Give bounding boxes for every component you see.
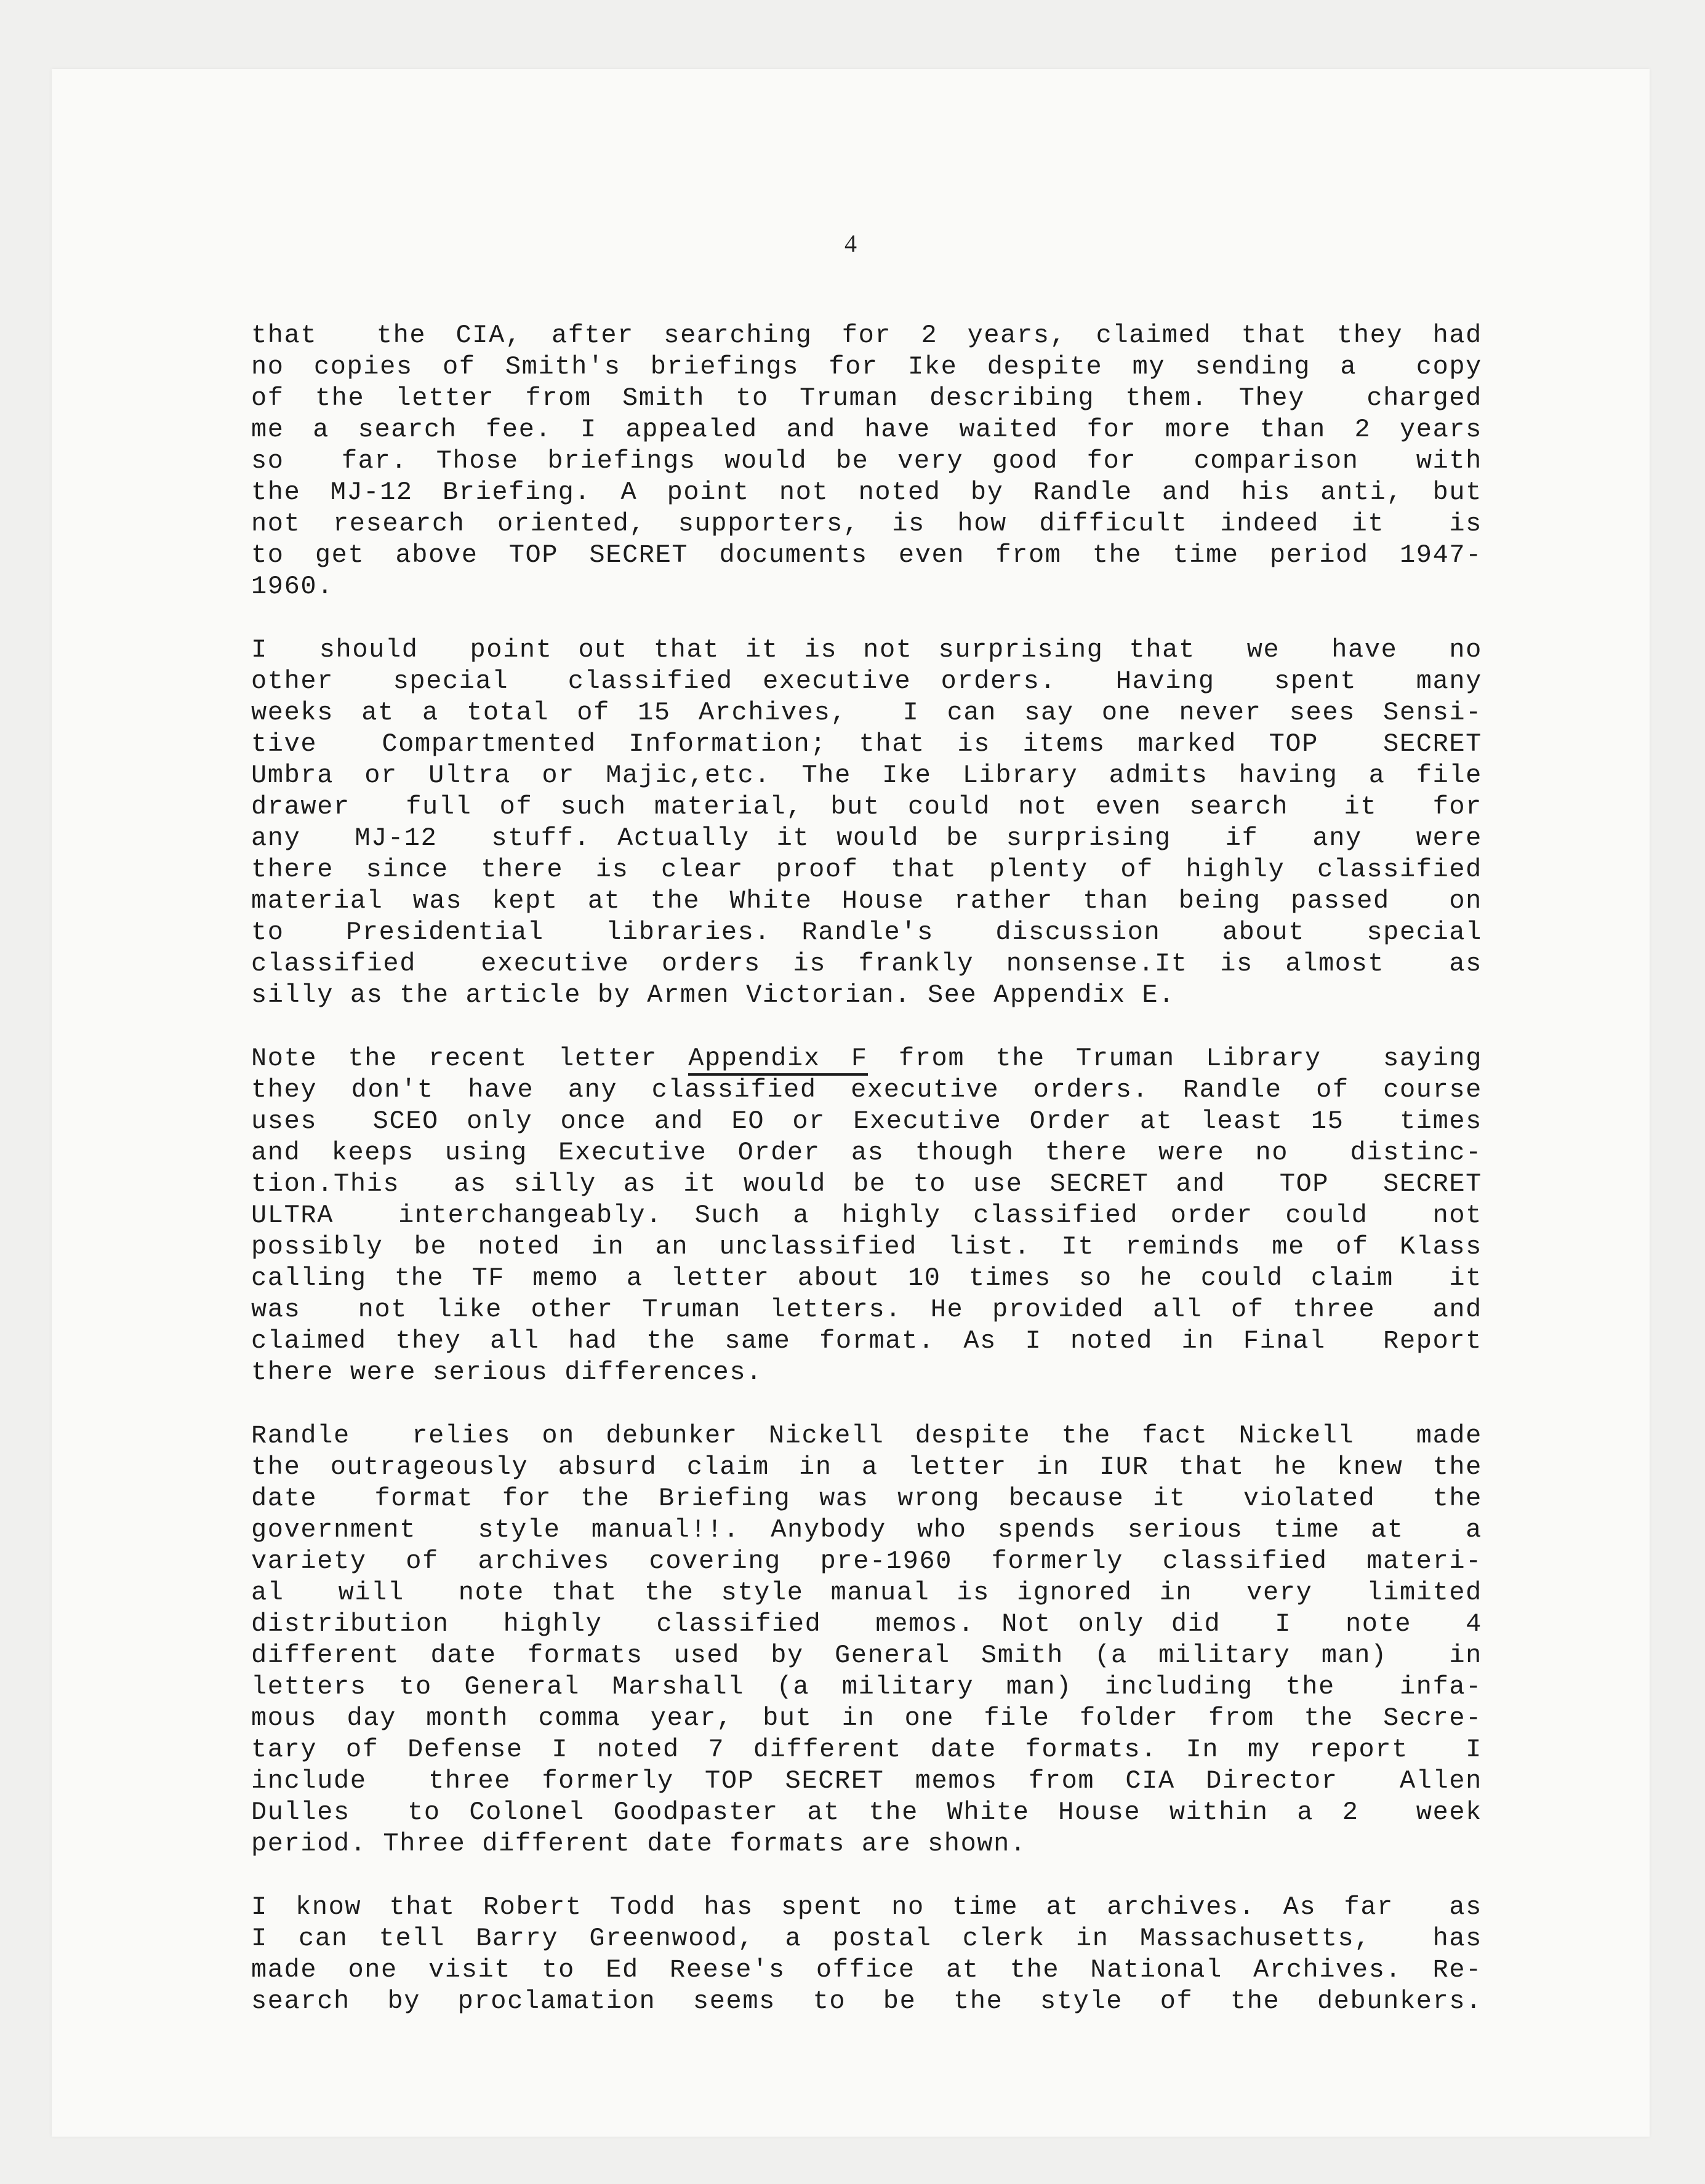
paragraph-5 xyxy=(251,1892,1482,2017)
text-line: search by proclamation seems to be the style of the debunkers. xyxy=(251,1986,1482,2016)
text-line: possibly be noted in an unclassified list. It reminds me of Klass xyxy=(251,1232,1482,1262)
text-line: uses SCEO only once and EO or Executive Order at least 15 times xyxy=(251,1106,1482,1136)
text-line: material was kept at the White House rather than being passed on xyxy=(251,886,1482,916)
text-line: I can tell Barry Greenwood, a postal clerk in Massachusetts, has xyxy=(251,1924,1482,1953)
text-line: to get above TOP SECRET documents even from the time period 1947- xyxy=(251,540,1482,570)
text-line: that the CIA, after searching for 2 years, claimed that they had xyxy=(251,321,1482,350)
text-line: the outrageously absurd claim in a letter in IUR that he knew the xyxy=(251,1452,1482,1482)
paragraph-4 xyxy=(251,1420,1482,1860)
text-line: Umbra or Ultra or Majic,etc. The Ike Library admits having a file xyxy=(251,761,1482,790)
text-line: me a search fee. I appealed and have waited for more than 2 years xyxy=(251,415,1482,444)
text-line: I know that Robert Todd has spent no time at archives. As far as xyxy=(251,1892,1482,1922)
text-line: silly as the article by Armen Victorian. See Appendix E. xyxy=(251,980,1176,1010)
page-number: 4 xyxy=(844,230,857,257)
text-line: not research oriented, supporters, is how difficult indeed it is xyxy=(251,509,1482,538)
text-line: and keeps using Executive Order as though there were no distinc- xyxy=(251,1138,1482,1167)
text-line: calling the TF memo a letter about 10 times so he could claim it xyxy=(251,1263,1482,1293)
paragraph-3 xyxy=(251,1043,1482,1388)
text-line: to Presidential libraries. Randle's discussion about special xyxy=(251,918,1482,947)
document-body xyxy=(251,320,1482,2049)
text-line xyxy=(251,1043,1482,1074)
text-line: date format for the Briefing was wrong because it violated the xyxy=(251,1484,1482,1513)
text-line: the MJ-12 Briefing. A point not noted by Randle and his anti, but xyxy=(251,478,1482,507)
text-line: Dulles to Colonel Goodpaster at the White House within a 2 week xyxy=(251,1798,1482,1827)
text-line: other special classified executive orders. Having spent many xyxy=(251,666,1482,696)
text-line: weeks at a total of 15 Archives, I can say one never sees Sensi- xyxy=(251,698,1482,727)
paragraph-2 xyxy=(251,634,1482,1011)
text-line: tive Compartmented Information; that is items marked TOP SECRET xyxy=(251,729,1482,759)
text-line: made one visit to Ed Reese's office at the National Archives. Re- xyxy=(251,1955,1482,1985)
text-line: mous day month comma year, but in one file folder from the Secre- xyxy=(251,1703,1482,1733)
text-span: Note the recent letter xyxy=(251,1044,689,1073)
text-line: different date formats used by General Smith (a military man) in xyxy=(251,1641,1482,1670)
text-line: I should point out that it is not surprising that we have no xyxy=(251,635,1482,665)
text-line: so far. Those briefings would be very good for comparison with xyxy=(251,446,1482,476)
text-line: no copies of Smith's briefings for Ike despite my sending a copy xyxy=(251,352,1482,382)
text-line: there were serious differences. xyxy=(251,1358,763,1387)
text-line: ULTRA interchangeably. Such a highly classified order could not xyxy=(251,1201,1482,1230)
paragraph-1 xyxy=(251,320,1482,602)
appendix-f-reference: Appendix F xyxy=(688,1044,867,1076)
text-line: claimed they all had the same format. As I noted in Final Report xyxy=(251,1326,1482,1356)
text-line: letters to General Marshall (a military man) including the infa- xyxy=(251,1672,1482,1702)
document-page xyxy=(52,69,1650,2137)
text-line: they don't have any classified executive orders. Randle of course xyxy=(251,1075,1482,1105)
text-span: from the Truman Library saying xyxy=(867,1044,1483,1073)
text-line: distribution highly classified memos. Not only did I note 4 xyxy=(251,1609,1482,1639)
text-line: include three formerly TOP SECRET memos from CIA Director Allen xyxy=(251,1766,1482,1796)
text-line: classified executive orders is frankly nonsense.It is almost as xyxy=(251,949,1482,978)
text-line: of the letter from Smith to Truman describing them. They charged xyxy=(251,383,1482,413)
text-line: there since there is clear proof that plenty of highly classified xyxy=(251,855,1482,884)
text-line: was not like other Truman letters. He provided all of three and xyxy=(251,1295,1482,1324)
text-line: drawer full of such material, but could not even search it for xyxy=(251,792,1482,822)
text-line: government style manual!!. Anybody who spends serious time at a xyxy=(251,1515,1482,1545)
text-line: tion.This as silly as it would be to use SECRET and TOP SECRET xyxy=(251,1169,1482,1199)
text-line: variety of archives covering pre-1960 formerly classified materi- xyxy=(251,1546,1482,1576)
text-line: al will note that the style manual is ignored in very limited xyxy=(251,1578,1482,1607)
text-line: tary of Defense I noted 7 different date formats. In my report I xyxy=(251,1735,1482,1764)
text-line: period. Three different date formats are shown. xyxy=(251,1829,1027,1858)
text-line: Randle relies on debunker Nickell despite the fact Nickell made xyxy=(251,1421,1482,1450)
text-line: any MJ-12 stuff. Actually it would be surprising if any were xyxy=(251,823,1482,853)
text-line: 1960. xyxy=(251,572,334,601)
